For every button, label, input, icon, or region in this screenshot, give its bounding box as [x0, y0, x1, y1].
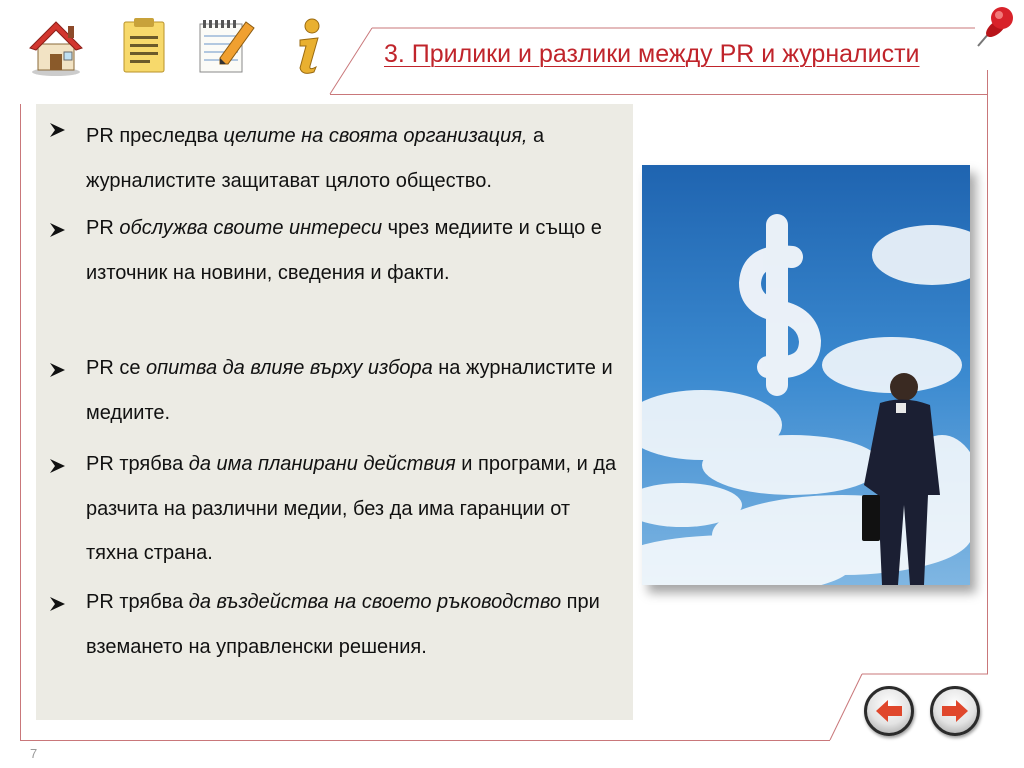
- bullet-text-plain: PR трябва: [86, 591, 189, 613]
- bullet-text-plain: PR трябва: [86, 453, 189, 475]
- bullet-text-plain: и програми, и да разчита на различни медии, без да има гаранции от тяхна страна.: [86, 453, 617, 564]
- bullet-text-plain: PR преследва: [86, 125, 224, 147]
- page-number: 7: [30, 746, 38, 761]
- bullet-text-plain: чрез медиите и също е източник на новини, сведения и факти.: [86, 217, 602, 284]
- dollar-cloud-businessman-photo: [642, 165, 970, 585]
- arrow-bullet-icon: [48, 220, 68, 240]
- bullet-text-italic: да въздейства на своето ръководство: [188, 591, 562, 613]
- bullet-text: [86, 346, 626, 435]
- bullet-text-plain: PR: [86, 217, 120, 239]
- arrow-bullet-icon: [48, 594, 68, 614]
- document-icon[interactable]: [112, 14, 176, 78]
- bullet-text-plain: а журналистите защитават цялото общество.: [86, 125, 545, 192]
- frame-right-line: [987, 70, 988, 674]
- home-icon[interactable]: [24, 14, 88, 78]
- previous-slide-button[interactable]: [864, 686, 914, 736]
- bullet-text: [86, 442, 626, 576]
- pushpin-icon: [964, 2, 1020, 58]
- page-title: 3. Прилики и разлики между PR и журналисти: [384, 40, 920, 68]
- info-icon[interactable]: [276, 14, 340, 78]
- arrow-bullet-icon: [48, 120, 68, 140]
- content-panel: [36, 104, 633, 720]
- bullet-text: [86, 206, 626, 295]
- bullet-text-italic: да има планирани действия: [188, 453, 456, 475]
- bullet-text: [86, 580, 626, 669]
- bullet-text-italic: опитва да влияе върху избора: [146, 357, 433, 379]
- frame-top-line: [330, 94, 988, 95]
- arrow-bullet-icon: [48, 456, 68, 476]
- arrow-right-icon: [942, 700, 968, 722]
- next-slide-button[interactable]: [930, 686, 980, 736]
- bullet-text-italic: целите на своята организация,: [223, 125, 528, 147]
- notepad-pencil-icon[interactable]: [194, 14, 258, 78]
- arrow-bullet-icon: [48, 360, 68, 380]
- bullet-text-plain: PR се: [86, 357, 147, 379]
- frame-left-line: [20, 104, 21, 740]
- bullet-text-plain: при вземането на управленски решения.: [86, 591, 600, 658]
- arrow-left-icon: [876, 700, 902, 722]
- bullet-text-plain: на журналистите и медиите.: [86, 357, 613, 424]
- frame-bottom-line: [20, 740, 830, 741]
- bullet-text-italic: обслужва своите интереси: [119, 217, 383, 239]
- bullet-text: [86, 114, 626, 203]
